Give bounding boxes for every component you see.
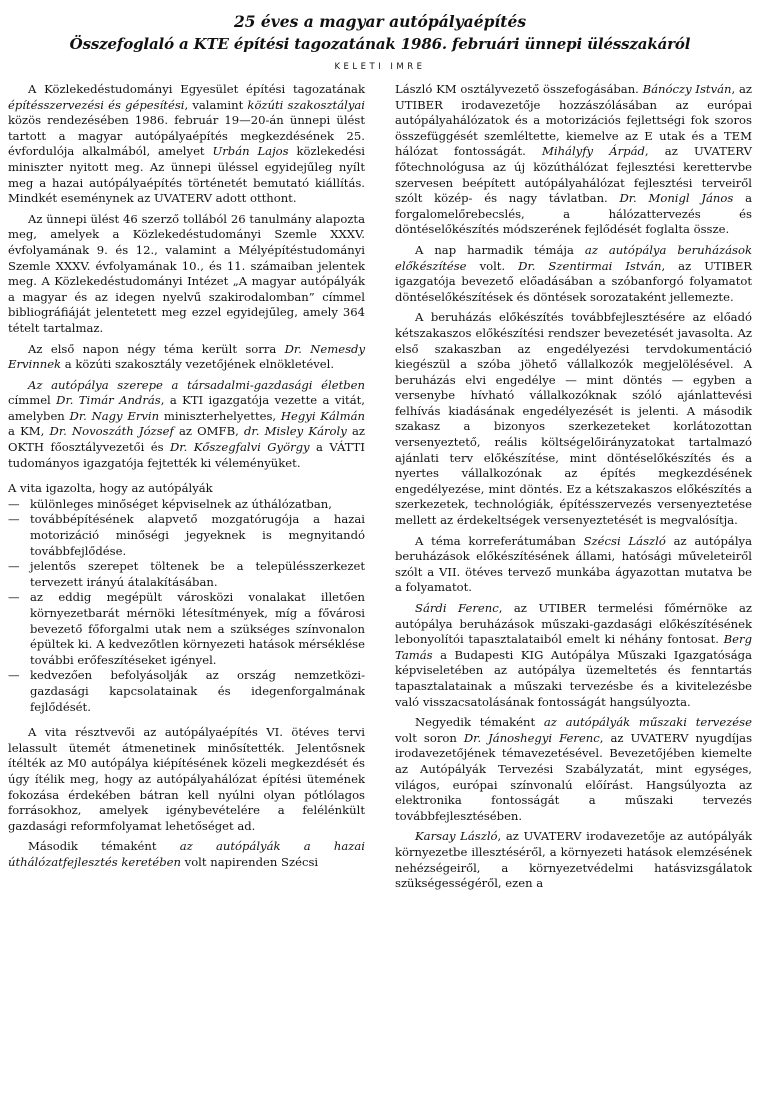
paragraph-second-topic: Második témaként az autópályák a hazai úthálózatfejlesztés keretében volt napirenden Szécsi (8, 839, 365, 869)
list-item: — az eddig megépült városközi vonalakat illetően környezetbarát mérnöki létesítmények, míg a fővárosi bevezető főforgalmi utak nem a szükséges színvonalon épültek ki. A kedvezőtlen környezeti hatások mérséklése további erőfeszítéseket igényel. (8, 590, 365, 668)
paragraph-experience: Sárdi Ferenc, az UTIBER termelési főmérnöke az autópálya beruházások műszaki-gazdasági előkészítésének lebonyolítói tapasztalataiból emelt ki néhány fontosat. Berg Tamás a Budapesti KIG Autópálya Műszaki Igazgatósága képviseletében az autópálya üzemeltetés és fenntartás tapasztalatainak a műszaki tervezésbe és a kivitelezésbe való visszacsatolásának fontosságát hangsúlyozta. (395, 601, 752, 709)
paragraph-third-topic: A nap harmadik témája az autópálya beruházások előkészítése volt. Dr. Szentirmai István, az UTIBER igazgatója bevezető előadásában a szóbanforgó folyamatot döntéselőkészítések és döntések sorozataként jellemezte. (395, 242, 753, 304)
article-columns (8, 82, 752, 892)
author-name: KELETI IMRE (334, 62, 426, 72)
list-item: — továbbépítésének alapvető mozgatórugója a hazai motorizáció minőségi jegyeknek is megnyitandó továbbfejlődése. (8, 512, 365, 559)
paragraph-network: László KM osztályvezető összefogásában. Bánóczy István, az UTIBER irodavezetője hozzászólásában az európai autópályahálózatok és a motorizációs fejlettségi fok szoros összefüggését szemléltette, kiemelve az E utak és a TEM hálózat fontosságát. Mihályfy Árpád, az UVATERV főtechnológusa az új közúthálózat fejlesztési kerettervbe szervesen beépített autópályahálózat fejlesztési terveiről szólt közép- és nagy távlatban. Dr. Monigl János a forgalomelőrebecslés, a hálózattervezés és döntéselőkészítés módszerének fejlődését foglalta össze. (395, 82, 752, 237)
list-intro: A vita igazolta, hogy az autópályák (8, 481, 213, 496)
article-subtitle: Összefoglaló a KTE építési tagozatának 1986. februári ünnepi ülésszakáról (69, 35, 691, 53)
paragraph-role-of-motorways: Az autópálya szerepe a társadalmi-gazdasági életben címmel Dr. Timár András, a KTI igazgatója vezette a vitát, amelyben Dr. Nagy Ervin miniszterhelyettes, Hegyi Kálmán a KM, Dr. Novoszáth József az OMFB, dr. Misley Károly az OKTH főosztályvezetői és Dr. Kőszegfalvi György a VÁTTI tudományos igazgatója fejtették ki véleményüket. (8, 377, 365, 470)
paragraph-studies: Az ünnepi ülést 46 szerző tollából 26 tanulmány alapozta meg, amelyek a Közlekedéstudományi Szemle XXXV. évfolyamának 9. és 12., valamint a Mélyépítéstudományi Szemle XXXV. évfolyamának 10., és 11. számaiban jelentek meg. A Közlekedéstudományi Intézet „A magyar autópályák a magyar és az idegen nyelvű szakirodalomban” címmel bibliográfiáját jelentetett meg ezzel egyidejűleg, amely 364 tételt tartalmaz. (8, 211, 365, 335)
list-item: — különleges minőséget képviselnek az úthálózatban, (8, 497, 365, 513)
list-item: — kedvezően befolyásolják az ország nemzetközi-gazdasági kapcsolatainak és idegenforgalmának fejlődését. (8, 668, 365, 715)
right-column (395, 82, 752, 892)
article-title: 25 éves a magyar autópályaépítés (233, 12, 527, 31)
paragraph-first-day: Az első napon négy téma került sorra Dr. Nemesdy Ervinnek a közúti szakosztály vezetőjének elnökletével. (8, 341, 365, 372)
left-column (8, 82, 365, 892)
paragraph-two-stage: A beruházás előkészítés továbbfejlesztésére az előadó kétszakaszos előkészítési rendszer bevezetését javasolta. Az első szakaszban az engedélyezési tervdokumentáció kiegészül a szóba jöhető vállalkozók megjelölésével. A beruházás elvi engedélye — mint döntés — egyben a versenybe hívható vállalkozóknak szóló ajánlattevési felhívás kiadásának engedélyezését is jelenti. A második szakasz a bizonyos szerkezeteket korlátozottan versenyeztető, reális költségelőirányzatokat tartalmazó ajánlati terv előkészítése, mint döntéselőkészítés és a nyertes vállalkozónak az építés megkezdésének engedélyezése, mint döntés. Ez a kétszakaszos előkészítés a szerkezetek, technológiák, építésszervezés versenyeztetése mellett az érdekeltségek versenyeztetését is megvalósítja. (395, 310, 752, 528)
paragraph-coreferate: A téma korreferátumában Szécsi László az autópálya beruházások előkészítésének állami, hatósági műveleteiről szólt a VII. ötéves tervező munkába ágyazottan mutatva be a folyamatot. (395, 533, 752, 595)
paragraph-environment: Karsay László, az UVATERV irodavezetője az autópályák környezetbe illesztéséről, a környezeti hatások elemzésének nehézségeiről, a környezetvédelmi hatásvizsgálatok szükségességéről, ezen a (395, 829, 753, 891)
paragraph-fourth-topic: Negyedik témaként az autópályák műszaki tervezése volt soron Dr. Jánoshegyi Ferenc, az UVATERV nyugdíjas irodavezetőjének témavezetésével. Bevezetőjében kiemelte az Autópályák Tervezési Szabályzatát, mint egységes, világos, európai színvonalú előírást. Hangsúlyozta az elektronika fontosságát a műszaki tervezés továbbfejlesztésében. (395, 715, 753, 823)
conclusions-list (8, 497, 365, 715)
paragraph-intro: A Közlekedéstudományi Egyesület építési tagozatának építésszervezési és gépesítési, valamint közúti szakosztályai közös rendezésében 1986. február 19—20-án ünnepi ülést tartott a magyar autópályaépítés megkezdésének 25. évfordulója alkalmából, amelyet Urbán Lajos közlekedési miniszter nyitott meg. Az ünnepi üléssel egyidejűleg nyílt meg a hazai autópályaépítés történetét bemutató kiállítás. Mindkét eseménynek az UVATERV adott otthont. (8, 82, 366, 206)
list-item: — jelentős szerepet töltenek be a településszerkezet tervezett irányú átalakításában. (8, 559, 365, 590)
paragraph-debate: A vita résztvevői az autópályaépítés VI. ötéves tervi lelassult ütemét átmenetinek minősítették. Jelentősnek ítélték az M0 autópálya kiépítésének közeli megkezdését és úgy ítélik meg, hogy az autópályahálózat építési ütemének fokozása érdekében bátran kell nyúlni olyan pótlólagos forrásokhoz, amelyek igénybevételére a felélénkült gazdasági reformfolyamat lehetőséget ad. (8, 725, 365, 833)
